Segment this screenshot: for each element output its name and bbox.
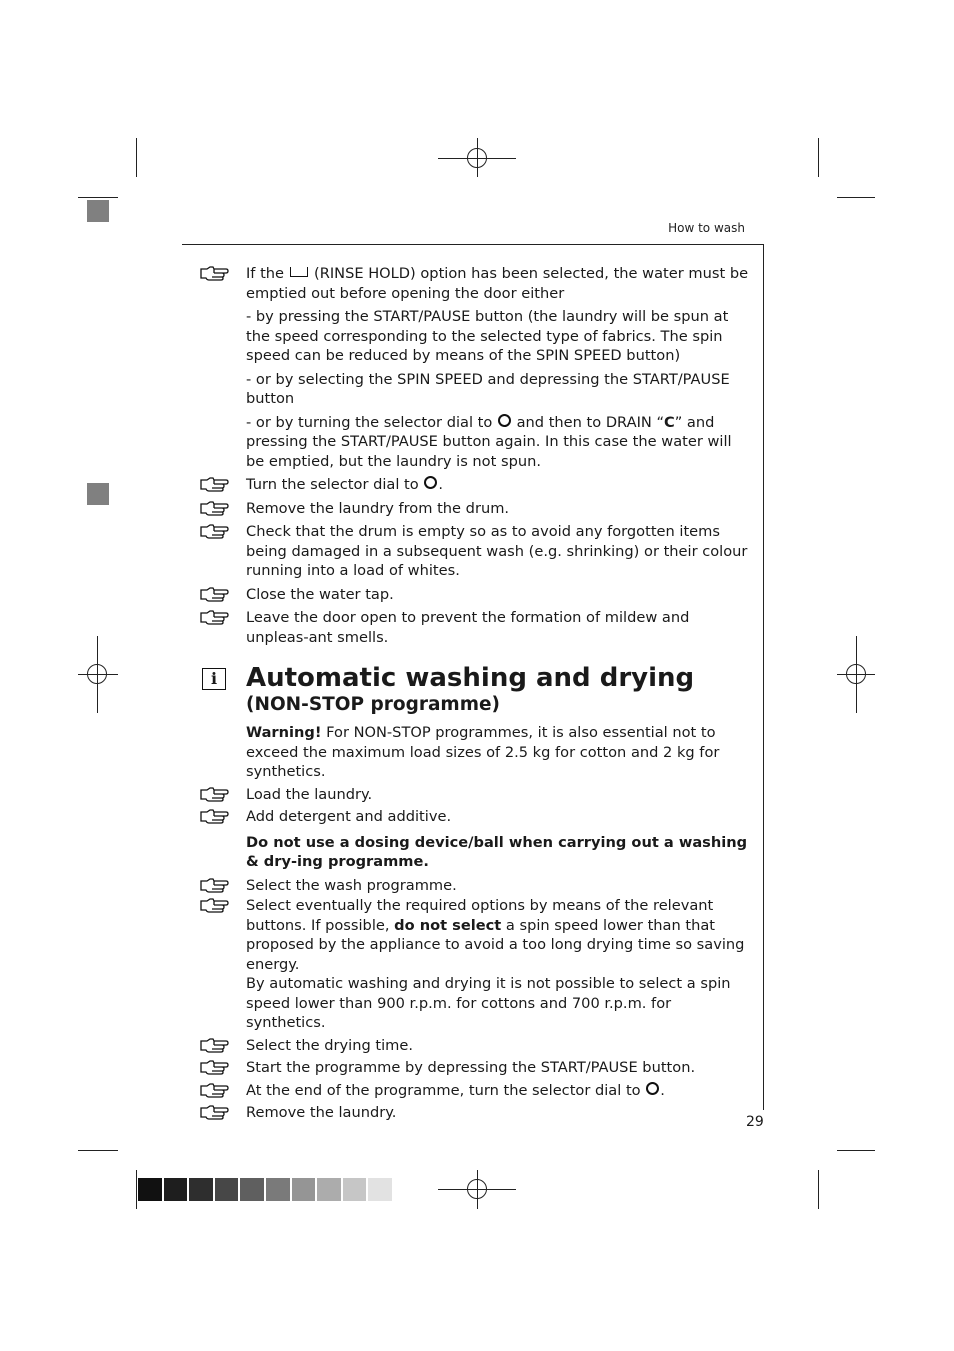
list-item: [200, 522, 750, 581]
pointing-hand-icon: [200, 1037, 230, 1053]
intro-text: ” and pressing the START/PAUSE button again. In this case the water will be emptied, but the laundry is not spun.: [246, 413, 732, 470]
pointing-hand-icon: [200, 523, 230, 539]
dosing-note: [200, 833, 750, 872]
step-text: Start the programme by depressing the START/PAUSE button.: [246, 1059, 696, 1076]
pointing-hand-icon: [200, 808, 230, 824]
section-heading: [200, 663, 750, 717]
crop-mark: [837, 1150, 875, 1151]
circle-o-icon: [424, 476, 437, 489]
crop-mark: [78, 1150, 118, 1151]
drain-symbol: C: [664, 413, 675, 431]
pointing-hand-icon: [200, 265, 230, 281]
step-text: Check that the drum is empty so as to avoid any forgotten items being damaged in a subsequent wash (e.g. shrinking) or their colour running into a load of whites.: [246, 523, 748, 579]
list-item: [200, 1081, 750, 1101]
page-edge-rule: [763, 244, 764, 1110]
crop-mark: [818, 138, 819, 177]
pointing-hand-icon: [200, 586, 230, 602]
rinse-hold-icon: [290, 267, 308, 277]
dosing-note-text: Do not use a dosing device/ball when carrying out a washing & dry-ing programme.: [246, 833, 748, 870]
step-text: .: [660, 1081, 665, 1099]
swatch: [317, 1178, 341, 1201]
step-text: By automatic washing and drying it is not possible to select a spin speed lower than 900 r.p.m. for cottons and 700 r.p.m. for synthetics.: [246, 975, 731, 1031]
intro-text: If the: [246, 265, 285, 282]
step-text: Turn the selector dial to: [246, 476, 419, 493]
list-item: [200, 585, 750, 605]
pointing-hand-icon: [200, 476, 230, 492]
intro-paragraph: - by pressing the START/PAUSE button (the laundry will be spun at the speed corresponding to the selected type of fabrics. The spin speed can be reduced by means of the SPIN SPEED button): [246, 308, 729, 364]
crop-mark: [136, 1170, 137, 1209]
list-item: [200, 876, 750, 896]
swatch: [215, 1178, 239, 1201]
swatch: [164, 1178, 188, 1201]
pointing-hand-icon: [200, 786, 230, 802]
list-item: [200, 785, 750, 805]
list-item: [200, 1058, 750, 1078]
intro-text: and then to DRAIN “: [516, 413, 665, 431]
step-text: Remove the laundry from the drum.: [246, 499, 510, 517]
warning-label: Warning!: [246, 724, 322, 741]
header-rule: [182, 244, 764, 245]
list-item: [200, 807, 750, 827]
running-header: How to wash: [668, 221, 745, 235]
swatch: [189, 1178, 213, 1201]
step-text: a spin speed lower than that proposed by the appliance to avoid a too long drying time so saving energy.: [246, 916, 745, 973]
list-item: [200, 608, 750, 647]
pointing-hand-icon: [200, 1104, 230, 1120]
step-text: Select the wash programme.: [246, 876, 457, 894]
step-text: Select eventually the required options by means of the relevant buttons. If possible,: [246, 897, 714, 934]
warning-text: For NON-STOP programmes, it is also essential not to exceed the maximum load sizes of 2.5 kg for cotton and 2 kg for synthetics.: [246, 724, 720, 780]
circle-o-icon: [498, 414, 511, 427]
intro-text: - or by turning the selector dial to: [246, 413, 493, 431]
swatch: [343, 1178, 367, 1201]
list-item: [200, 1103, 750, 1123]
section-title: Automatic washing and drying: [246, 663, 695, 693]
step-text: Load the laundry.: [246, 785, 373, 803]
swatch: [292, 1178, 316, 1201]
list-item: [200, 499, 750, 519]
crop-mark: [136, 138, 137, 177]
info-icon: [202, 668, 226, 690]
swatch: [368, 1178, 392, 1201]
intro-text: (RINSE HOLD) option has been selected, the water must be emptied out before opening the door either: [246, 265, 749, 302]
pointing-hand-icon: [200, 897, 230, 913]
swatch: [138, 1178, 162, 1201]
list-item: [200, 896, 750, 1033]
circle-o-icon: [646, 1082, 659, 1095]
crop-mark: [818, 1170, 819, 1209]
step-text: Close the water tap.: [246, 585, 394, 603]
list-item: [200, 264, 750, 471]
swatch: [266, 1178, 290, 1201]
pointing-hand-icon: [200, 609, 230, 625]
color-calibration-strip: [138, 1178, 392, 1201]
step-text: Select the drying time.: [246, 1036, 413, 1054]
crop-mark: [78, 197, 118, 198]
pointing-hand-icon: [200, 877, 230, 893]
pointing-hand-icon: [200, 1082, 230, 1098]
pointing-hand-icon: [200, 500, 230, 516]
margin-marker: [87, 483, 109, 505]
step-text: .: [438, 476, 443, 493]
step-text: Leave the door open to prevent the formation of mildew and unpleas-ant smells.: [246, 609, 690, 646]
section-subtitle: (NON-STOP programme): [246, 694, 500, 715]
swatch: [240, 1178, 264, 1201]
margin-marker: [87, 200, 109, 222]
info-glyph: i: [210, 669, 218, 688]
step-text: Add detergent and additive.: [246, 808, 452, 825]
step-text: Remove the laundry.: [246, 1104, 397, 1121]
step-emphasis: do not select: [394, 916, 502, 934]
list-item: [200, 475, 750, 495]
pointing-hand-icon: [200, 1059, 230, 1075]
intro-paragraph: - or by selecting the SPIN SPEED and depressing the START/PAUSE button: [246, 370, 730, 407]
list-item: [200, 1036, 750, 1056]
step-text: At the end of the programme, turn the selector dial to: [246, 1081, 641, 1099]
page-number: 29: [746, 1114, 764, 1130]
crop-mark: [837, 197, 875, 198]
main-content: [200, 264, 750, 1123]
warning-paragraph: [200, 723, 750, 782]
